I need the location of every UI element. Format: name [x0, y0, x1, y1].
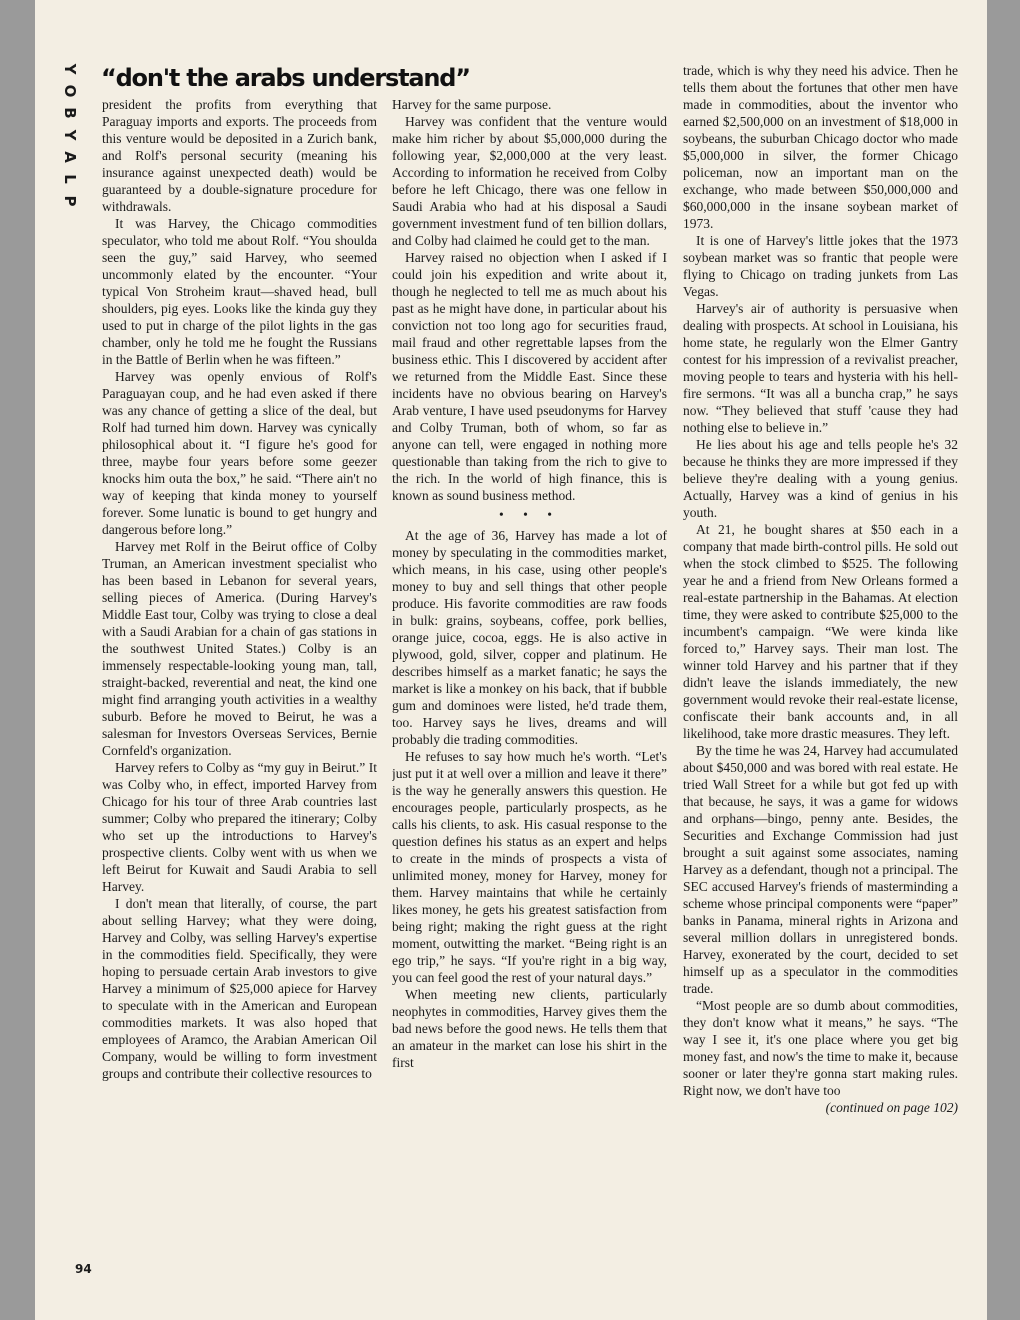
magazine-name-vertical: [55, 58, 85, 212]
magazine-letter: P: [61, 195, 79, 207]
paragraph: Harvey was openly envious of Rolf's Paraguayan coup, and he had even asked if there was any chance of getting a slice of the deal, but Rolf had turned him down. Harvey was cynically philosophical about it. “I figure he's good for three, maybe four years before some geezer knocks him outa the box,” he said. “There ain't no way of keeping that kinda money to yourself forever. Some lunatic is bound to get hungry and dangerous before long.”: [102, 369, 377, 537]
magazine-letter: L: [61, 174, 79, 184]
magazine-letter: Y: [61, 129, 79, 141]
magazine-letter: Y: [61, 63, 79, 75]
paragraph: At the age of 36, Harvey has made a lot of money by speculating in the commodities market, which means, in his case, using other people's money to buy and sell things that other people produce. His favorite commodities are raw foods in bulk: grains, soybeans, coffee, pork bellies, orange juice, cocoa, eggs. He is also active in plywood, gold, silver, copper and platinum. He describes himself as a market fanatic; he says the market is like a monkey on his back, that if bubble gum and dominoes were listed, he'd trade them, too. Harvey says he lives, dreams and will probably die trading commodities.: [392, 528, 667, 747]
paragraph: I don't mean that literally, of course, the part about selling Harvey; what they were doing, Harvey and Colby, was selling Harvey's expertise in the commodities field. Specifically, they were hoping to persuade certain Arab investors to give Harvey a minimum of $25,000 apiece for Harvey to speculate with in the American and European commodities markets. It was also hoped that employees of Aramco, the Arabian American Oil Company, would be willing to form investment groups and contribute their collective resources to: [102, 896, 377, 1081]
paragraph: Harvey's air of authority is persuasive when dealing with prospects. At school in Louisiana, his home state, he regularly won the Elmer Gantry contest for his impression of a revivalist preacher, moving people to tears and hysteria with his hell-fire sermons. “It was all a buncha crap,” he says now. “They believed that stuff 'cause they had nothing else to believe in.”: [683, 301, 958, 435]
text-column-1: [102, 96, 377, 1276]
page-number: 94: [75, 1262, 92, 1276]
text-column-2: [392, 96, 667, 1276]
paragraph: He lies about his age and tells people he's 32 because he thinks they are more impressed if they believe they're dealing with a young genius. Actually, Harvey was a kind of genius in his youth.: [683, 437, 958, 520]
article-headline: “don't the arabs understand”: [101, 64, 470, 92]
continued-on-note: (continued on page 102): [825, 1100, 958, 1115]
paragraph: It is one of Harvey's little jokes that the 1973 soybean market was so frantic that people were flying to Chicago on trading junkets from Las Vegas.: [683, 233, 958, 299]
paragraph: trade, which is why they need his advice. Then he tells them about the fortunes that other men have made in commodities, about the inventor who earned $2,500,000 on an investment of $18,000 in soybeans, the suburban Chicago doctor who made $5,000,000 in silver, the former Chicago policeman, now an important man on the exchange, who made between $50,000,000 and $60,000,000 in the insane soybean market of 1973.: [683, 63, 958, 231]
text-column-3: [683, 62, 958, 1242]
paragraph: Harvey met Rolf in the Beirut office of Colby Truman, an American investment specialist who has been based in Lebanon for several years, selling pieces of America. (During Harvey's Middle East tour, Colby was trying to close a deal with a Saudi Arabian for a chain of gas stations in the southwest United States.) Colby is an immensely respectable-looking young man, tall, straight-backed, reverential and neat, the kind one might find arranging youth activities in a wealthy suburb. Before he moved to Beirut, he was a salesman for Investors Overseas Services, Bernie Cornfeld's organization.: [102, 539, 377, 758]
magazine-letter: B: [61, 107, 79, 119]
magazine-page: [35, 0, 987, 1320]
paragraph: He refuses to say how much he's worth. “Let's just put it at well over a million and leave it there” is the way he generally answers this question. He encourages people, particularly prospects, as he calls his clients, to ask. His casual response to the question defines his status as an expert and helps to create in the minds of prospects a vista of unlimited money, money for Harvey, money for them. Harvey maintains that while he certainly likes money, he gets his greatest satisfaction from being right; making the right guess at the right moment, outwitting the market. “Being right is an ego trip,” he says. “If you're right in a big way, you can feel good the rest of your natural days.”: [392, 749, 667, 985]
paragraph: “Most people are so dumb about commodities, they don't know what it means,” he says. “The way I see it, it's one place where you get big money fast, and now's the time to make it, because sooner or later they're gonna start making rules. Right now, we don't have too: [683, 998, 958, 1098]
paragraph: At 21, he bought shares at $50 each in a company that made birth-control pills. He sold out when the stock climbed to $525. The following year he and a friend from New Orleans formed a real-estate partnership in the Bahamas. At election time, they were asked to contribute $25,000 to the incumbent's campaign. “We were kinda like forced to,” Harvey says. Their man lost. The winner told Harvey and his partner that if they didn't leave the islands immediately, the new government would revoke their real-estate license, confiscate their bank accounts and, in all likelihood, take more drastic measures. They left.: [683, 522, 958, 741]
magazine-letter: O: [61, 84, 79, 98]
paragraph: It was Harvey, the Chicago commodities speculator, who told me about Rolf. “You shoulda seen the guy,” said Harvey, who seemed uncommonly elated by the encounter. “Your typical Von Stroheim kraut—shaved head, bull shoulders, pig eyes. Looks like the kinda guy they used to put in charge of the pilot lights in the gas chamber, only he told me he fought the Russians in the Battle of Berlin when he was fifteen.”: [102, 216, 377, 367]
paragraph: Harvey was confident that the venture would make him richer by about $5,000,000 during the following year, $2,000,000 at the very least. According to information he received from Colby before he left Chicago, there was one fellow in Saudi Arabia who had at his disposal a Saudi government investment fund of ten billion dollars, and Colby had claimed he could get to the man.: [392, 114, 667, 248]
section-break: • • •: [499, 507, 560, 522]
paragraph: Harvey raised no objection when I asked if I could join his expedition and write about it, though he neglected to tell me as much about his past as he might have done, in particular about his conviction not too long ago for securities fraud, mail fraud and other regrettable lapses from the business ethic. This I discovered by accident after we returned from the Middle East. Since these incidents have no obvious bearing on Harvey's Arab venture, I have used pseudonyms for Harvey and Colby Truman, both of whom, so far as anyone can tell, were engaged in nothing more questionable than taking from the rich to give to the rich. In the world of high finance, this is known as sound business method.: [392, 250, 667, 503]
paragraph: president the profits from everything that Paraguay imports and exports. The proceeds from this venture would be deposited in a Zurich bank, and Rolf's personal security (meaning his insurance against unexpected death) would be guaranteed by a double-signature procedure for withdrawals.: [102, 97, 377, 214]
paragraph: When meeting new clients, particularly neophytes in commodities, Harvey gives them the bad news before the good news. He tells them that an amateur in the market can lose his shirt in the first: [392, 987, 667, 1070]
paragraph: By the time he was 24, Harvey had accumulated about $450,000 and was bored with real estate. He tried Wall Street for a while but got fed up with that because, he says, it was a game for widows and orphans—bingo, penny ante. Besides, the Securities and Exchange Commission had just brought a suit against some associates, naming Harvey as a defendant, though not a principal. The SEC accused Harvey's friends of masterminding a scheme whose principal components were “paper” banks in Panama, mineral rights in Arizona and several million dollars in unregistered bonds. Harvey, exonerated by the court, decided to set himself up as a speculator in the commodities trade.: [683, 743, 958, 996]
paragraph: Harvey refers to Colby as “my guy in Beirut.” It was Colby who, in effect, imported Harvey from Chicago for his tour of three Arab countries last summer; Colby who prepared the itinerary; Colby who set up the introductions to Harvey's prospective clients. Colby went with us when we left Beirut for Kuwait and Saudi Arabia to sell Harvey.: [102, 760, 377, 894]
paragraph: Harvey for the same purpose.: [392, 97, 552, 112]
magazine-letter: A: [61, 151, 79, 163]
